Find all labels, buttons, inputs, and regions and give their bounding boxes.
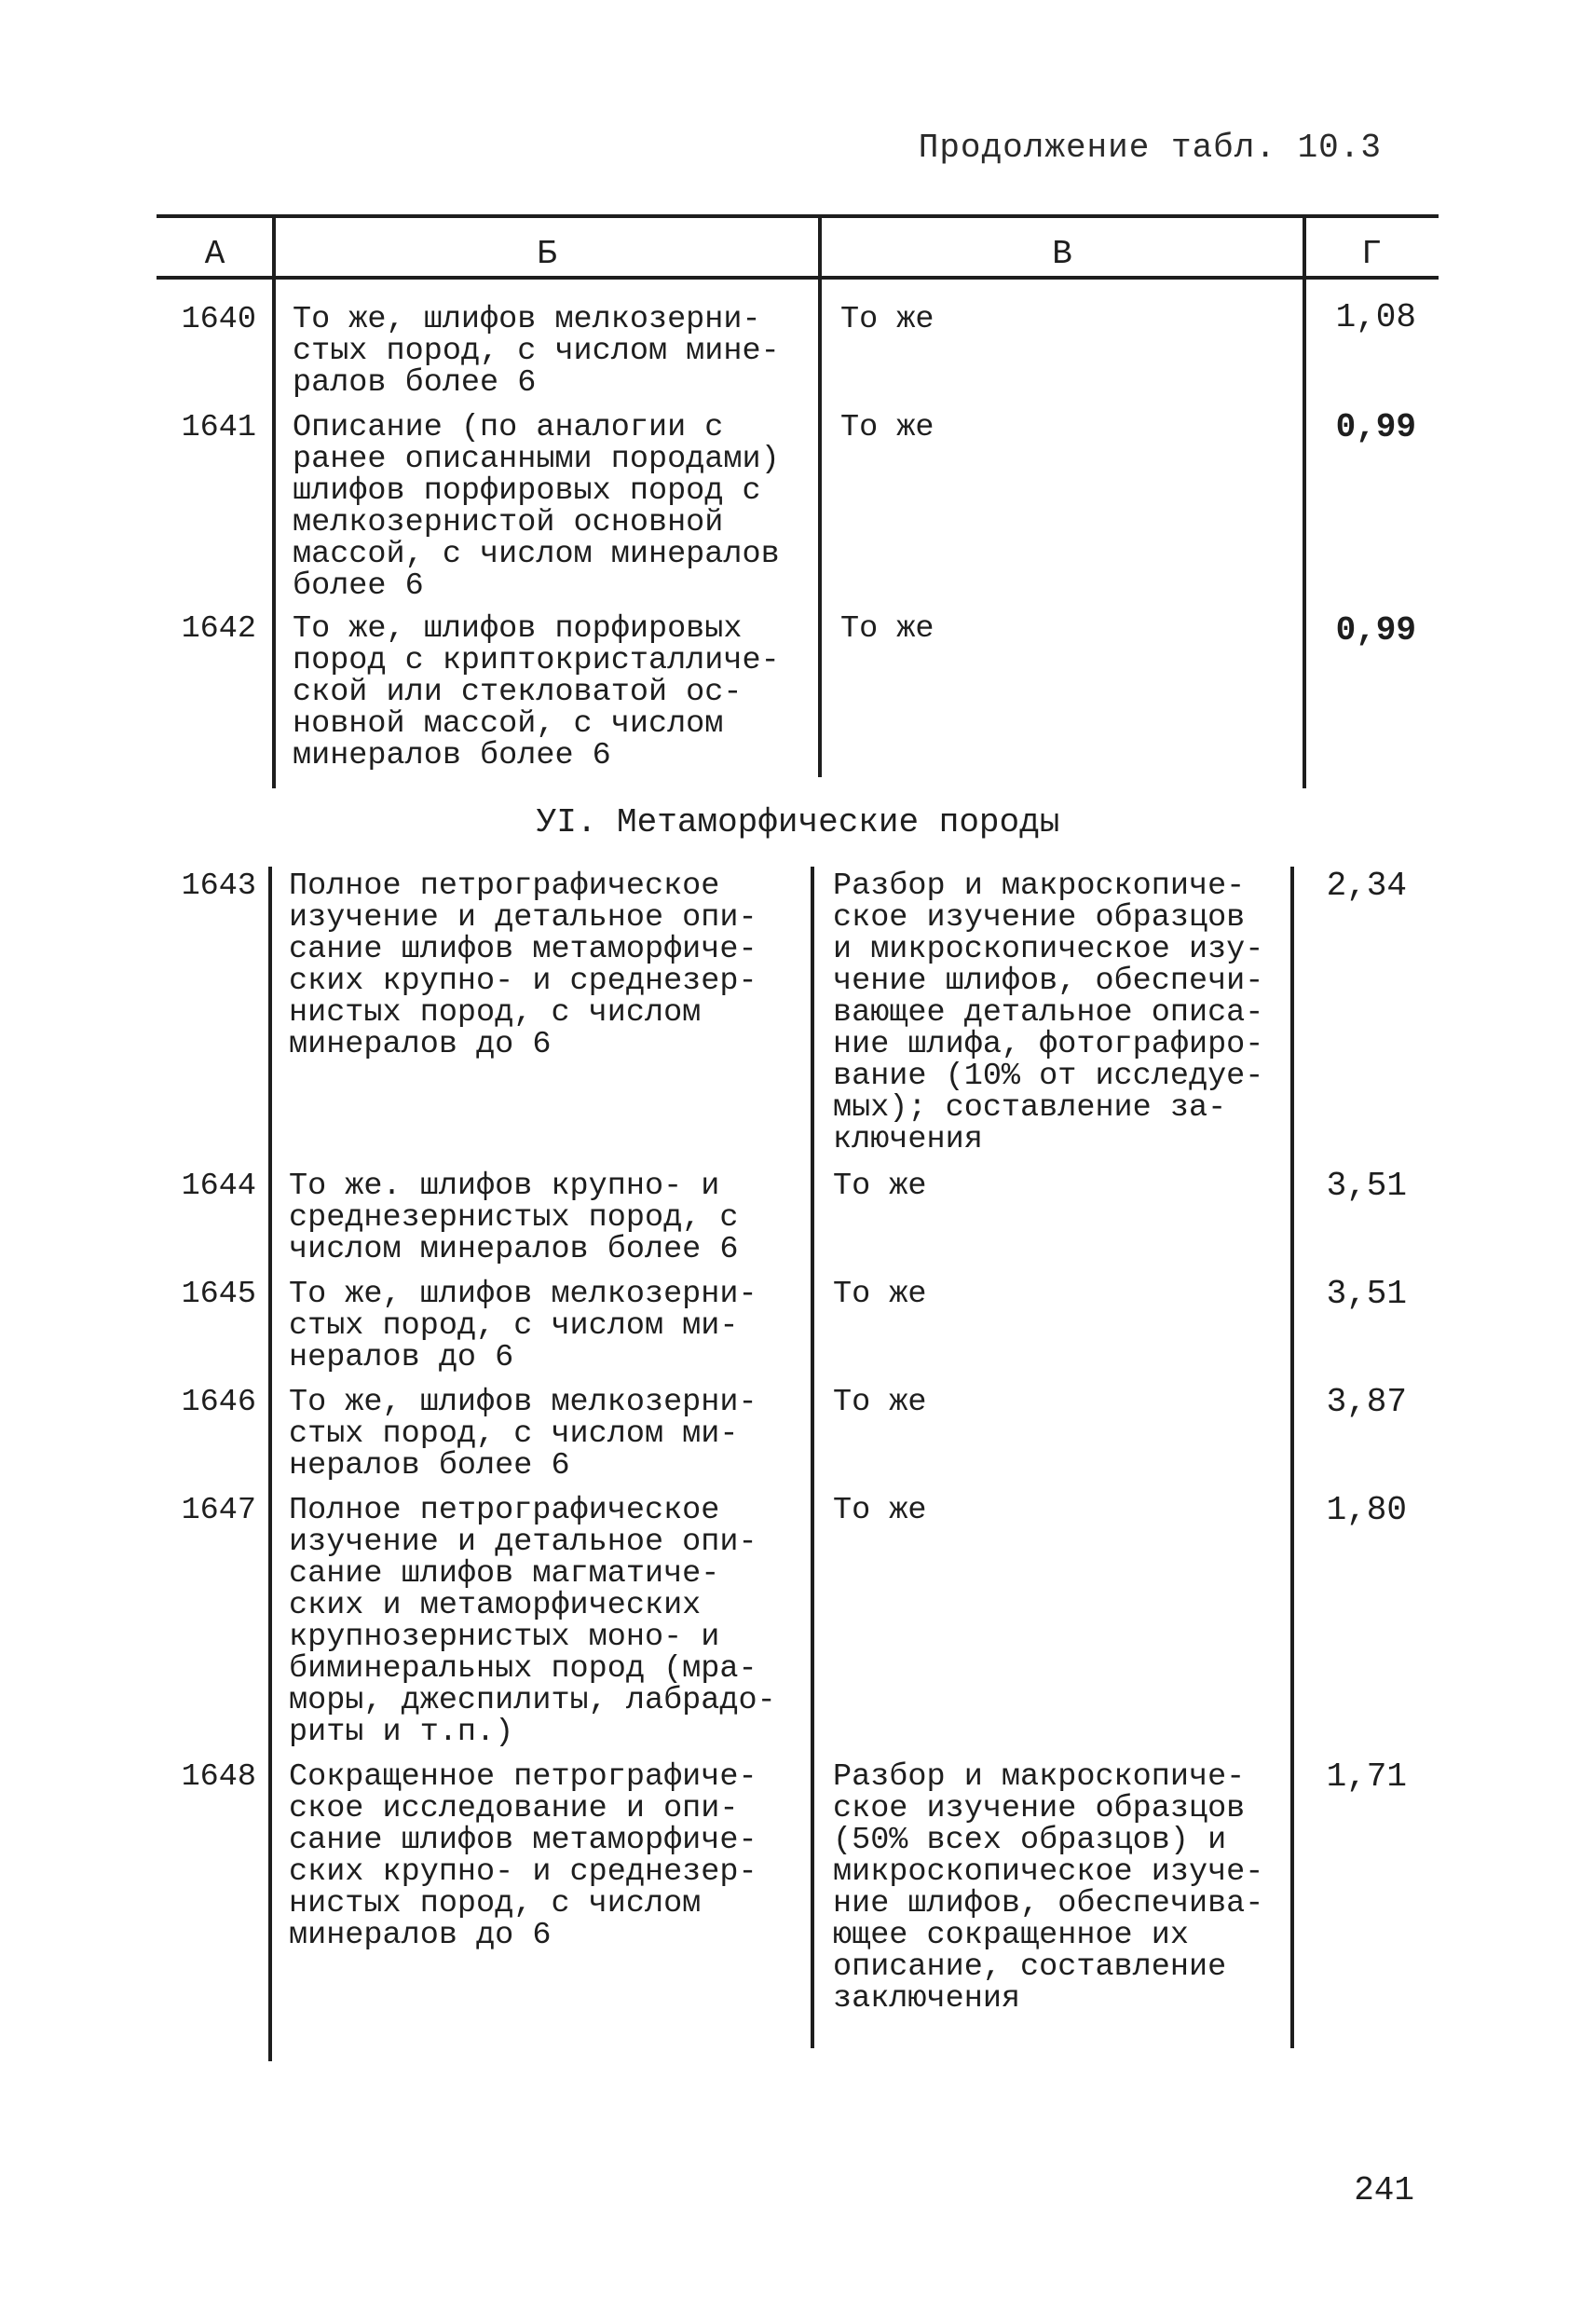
row-value: 1,80 [1326,1491,1407,1529]
row-number: 1646 [181,1385,256,1420]
header-bottom-rule [157,276,1439,280]
section-title: УI. Метаморфические породы [536,803,1060,841]
row-description: То же, шлифов мелкозерни- стых пород, с числом ми- нералов до 6 [289,1277,757,1375]
row-method: То же [840,302,934,337]
row-value: 3,51 [1326,1167,1407,1205]
row-value: 2,34 [1326,867,1407,905]
column-divider [272,278,276,788]
row-method: То же [833,1493,927,1528]
row-value: 0,99 [1335,408,1416,446]
row-value: 3,51 [1326,1275,1407,1313]
column-header-v: В [1052,235,1072,273]
row-method: То же [840,611,934,647]
column-divider [1303,216,1306,278]
column-header-a: А [204,235,225,273]
column-divider [818,278,822,777]
page-number: 241 [1354,2171,1414,2209]
row-description: То же, шлифов мелкозерни- стых пород, с числом мине- ралов более 6 [293,302,780,401]
column-divider [1290,867,1294,2048]
row-method: То же [833,1169,927,1204]
row-value: 1,08 [1335,298,1416,336]
column-divider [818,216,822,278]
table-caption: Продолжение табл. 10.3 [918,129,1382,167]
row-number: 1648 [181,1759,256,1795]
row-method: То же [840,410,934,445]
row-description: То же, шлифов порфировых пород с криптокристалличе- ской или стекловатой ос- новной массой, с числом минералов более 6 [293,611,780,773]
row-number: 1645 [181,1277,256,1312]
row-method: То же [833,1385,927,1420]
column-divider [272,216,276,278]
row-method: То же [833,1277,927,1312]
row-description: Полное петрографическое изучение и детальное опи- сание шлифов магматиче- ских и метаморфических крупнозернистых моно- и биминеральных пород (мра- моры, джеспилиты, лабрадо- риты и т.п.) [289,1493,776,1750]
row-description: Полное петрографическое изучение и детальное опи- сание шлифов метаморфиче- ских крупно- и среднезер- нистых пород, с числом минералов до 6 [289,868,757,1062]
row-number: 1644 [181,1169,256,1204]
row-number: 1643 [181,868,256,904]
row-number: 1641 [181,410,256,445]
column-header-g: Г [1361,235,1382,273]
column-divider [811,867,814,2048]
row-value: 0,99 [1335,611,1416,650]
row-description: То же, шлифов мелкозерни- стых пород, с числом ми- нералов более 6 [289,1385,757,1484]
column-header-b: Б [537,235,557,273]
column-divider [1303,278,1306,788]
row-number: 1647 [181,1493,256,1528]
row-value: 3,87 [1326,1383,1407,1421]
column-divider [268,867,272,2061]
row-description: То же. шлифов крупно- и среднезернистых пород, с числом минералов более 6 [289,1169,739,1267]
table-top-rule [157,214,1439,218]
row-description: Описание (по аналогии с ранее описанными породами) шлифов порфировых пород с мелкозернистой основной массой, с числом минералов более 6 [293,410,780,604]
row-number: 1642 [181,611,256,647]
row-method: Разбор и макроскопиче- ское изучение образцов и микроскопическое изу- чение шлифов, обеспечи- вающее детальное описа- ние шлифа, фотографиро- вание (10% от исследуе- мых); составление за- ключения [833,868,1264,1157]
row-number: 1640 [181,302,256,337]
row-value: 1,71 [1326,1757,1407,1796]
row-method: Разбор и макроскопиче- ское изучение образцов (50% всех образцов) и микроскопическое изуче- ние шлифов, обеспечива- ющее сокращенное их описание, составление заключения [833,1759,1264,2017]
row-description: Сокращенное петрографиче- ское исследование и опи- сание шлифов метаморфиче- ских крупно- и среднезер- нистых пород, с числом минералов до 6 [289,1759,757,1953]
